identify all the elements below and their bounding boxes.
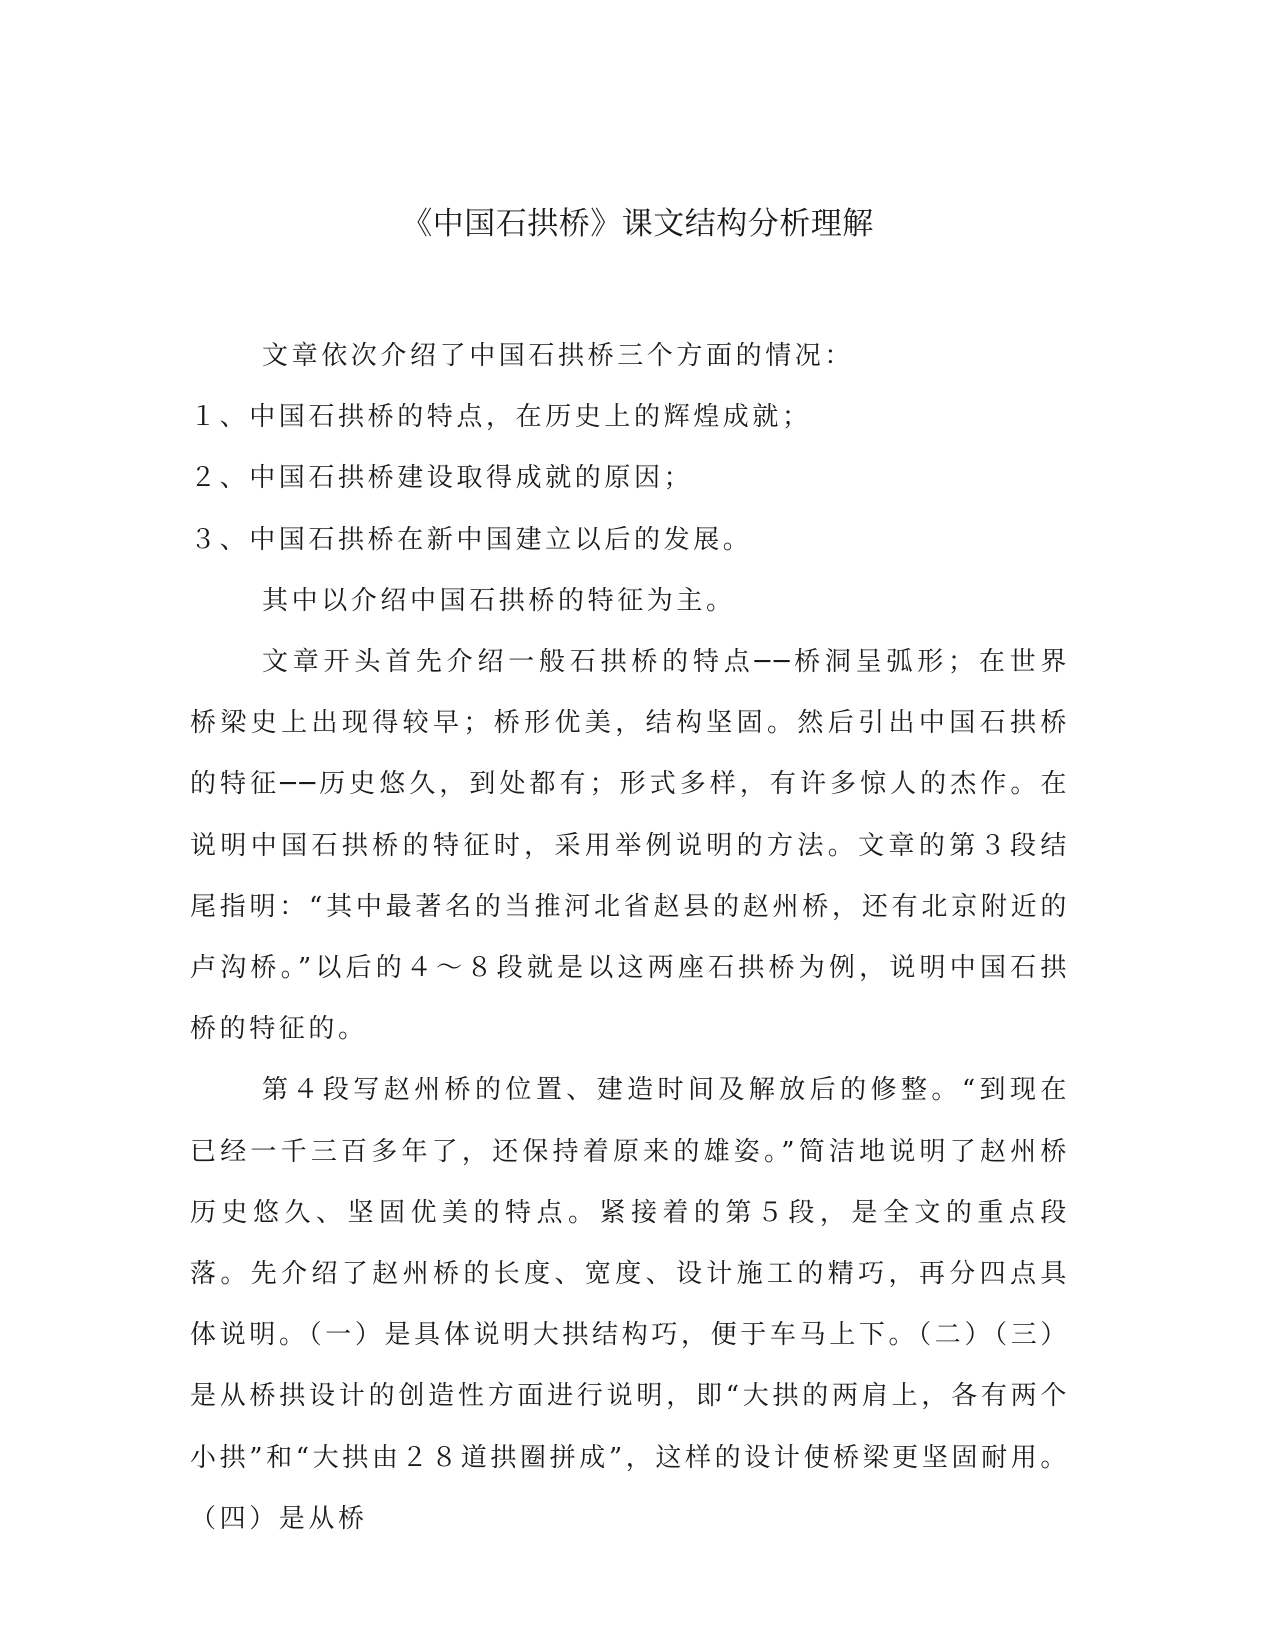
focus-paragraph: 其中以介绍中国石拱桥的特征为主。 (262, 585, 736, 616)
list-item-2: ２、中国石拱桥建设取得成就的原因； (190, 463, 694, 494)
intro-paragraph: 文章依次介绍了中国石拱桥三个方面的情况： (262, 341, 855, 371)
document-title: 《中国石拱桥》课文结构分析理解 (401, 206, 874, 242)
list-item-1: １、中国石拱桥的特点，在历史上的辉煌成就； (190, 402, 812, 433)
body-paragraph-2: 第４段写赵州桥的位置、建造时间及解放后的修整。“到现在已经一千三百多年了，还保持着原来的雄姿。”简洁地说明了赵州桥历史悠久、坚固优美的特点。紧接着的第５段，是全文的重点段落。先介绍了赵州桥的长度、宽度、设计施工的精巧，再分四点具体说明。（一）是具体说明大拱结构巧，便于车马上下。（二）（三）是从桥拱设计的创造性方面进行说明，即“大拱的两肩上，各有两个小拱”和“大拱由２８道拱圈拼成”，这样的设计使桥梁更坚固耐用。（四）是从桥 (190, 1075, 1070, 1534)
document-body (190, 326, 1070, 1550)
list-item-3: ３、中国石拱桥在新中国建立以后的发展。 (190, 524, 753, 555)
body-paragraph-1: 文章开头首先介绍一般石拱桥的特点──桥洞呈弧形；在世界桥梁史上出现得较早；桥形优美，结构坚固。然后引出中国石拱桥的特征──历史悠久，到处都有；形式多样，有许多惊人的杰作。在说明中国石拱桥的特征时，采用举例说明的方法。文章的第３段结尾指明：“其中最著名的当推河北省赵县的赵州桥，还有北京附近的卢沟桥。”以后的４～８段就是以这两座石拱桥为例，说明中国石拱桥的特征的。 (190, 647, 1070, 1045)
